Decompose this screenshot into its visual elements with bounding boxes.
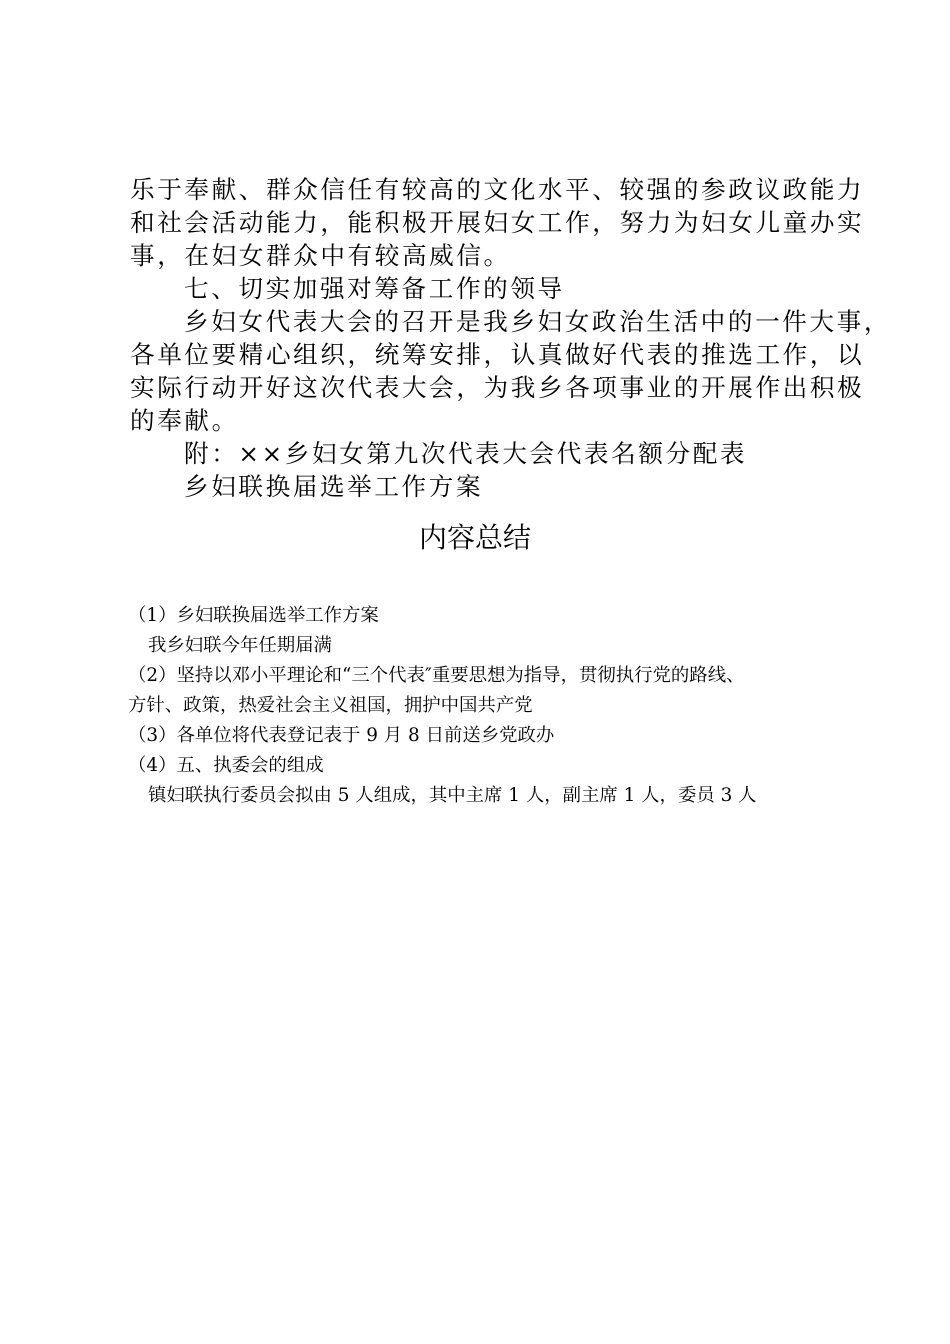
body-paragraph-line: 实际行动开好这次代表大会，为我乡各项事业的开展作出积极: [130, 373, 865, 402]
summary-item: （2）坚持以邓小平理论和“三个代表″重要思想为指导，贯彻执行党的路线、: [128, 665, 745, 686]
body-paragraph-line: 乡妇女代表大会的召开是我乡妇女政治生活中的一件大事，: [184, 307, 892, 336]
summary-item: （3）各单位将代表登记表于 9 月 8 日前送乡党政办: [128, 725, 555, 746]
summary-item: 镇妇联执行委员会拟由 5 人组成，其中主席 1 人，副主席 1 人，委员 3 人: [148, 785, 757, 806]
summary-title: 内容总结: [418, 521, 531, 554]
body-paragraph-line: 各单位要精心组织，统筹安排，认真做好代表的推选工作，以: [130, 340, 865, 369]
summary-list: [128, 601, 838, 811]
body-paragraph-line: 事，在妇女群众中有较高威信。: [130, 241, 511, 270]
body-paragraph-line: 乐于奉献、群众信任有较高的文化水平、较强的参政议政能力: [130, 175, 865, 204]
summary-item: （4）五、执委会的组成: [128, 755, 324, 776]
body-paragraph-line: 和社会活动能力，能积极开展妇女工作，努力为妇女儿童办实: [130, 208, 865, 237]
summary-item: （1）乡妇联换届选举工作方案: [128, 605, 379, 626]
attachment-line: 附：××乡妇女第九次代表大会代表名额分配表: [184, 439, 748, 468]
body-paragraph-line: 的奉献。: [130, 406, 239, 435]
summary-item: 方针、政策，热爱社会主义祖国，拥护中国共产党: [128, 695, 533, 716]
attachment-line: 乡妇联换届选举工作方案: [184, 472, 484, 501]
summary-item: 我乡妇联今年任期届满: [148, 635, 332, 656]
section-heading: 七、切实加强对筹备工作的领导: [184, 274, 565, 303]
document-body: [130, 173, 892, 503]
